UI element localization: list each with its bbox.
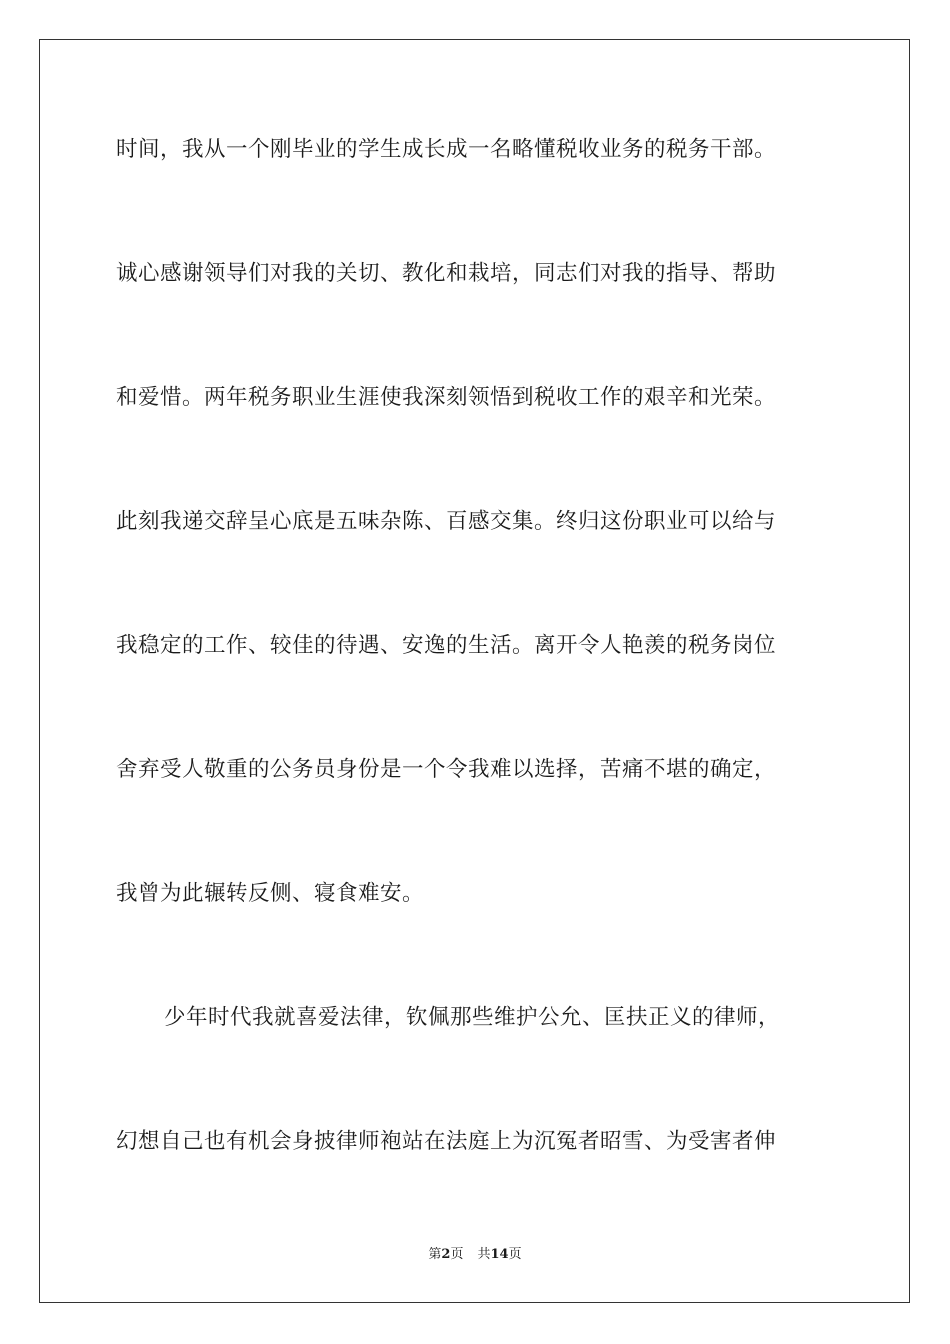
body-text-line: 时间，我从一个刚毕业的学生成长成一名略懂税收业务的税务干部。 [116, 137, 777, 162]
body-text-line: 我曾为此辗转反侧、寝食难安。 [116, 881, 425, 906]
page-number: 第2页 [428, 1247, 464, 1262]
body-text-line: 和爱惜。两年税务职业生涯使我深刻领悟到税收工作的艰辛和光荣。 [116, 385, 777, 410]
body-text-line: 诚心感谢领导们对我的关切、教化和栽培，同志们对我的指导、帮助 [116, 261, 777, 286]
body-text-line: 幻想自己也有机会身披律师袍站在法庭上为沉冤者昭雪、为受害者伸 [116, 1129, 777, 1154]
body-text-line: 我稳定的工作、较佳的待遇、安逸的生活。离开令人艳羡的税务岗位 [116, 633, 777, 658]
paragraph-first-line: 少年时代我就喜爱法律，钦佩那些维护公允、匡扶正义的律师， [164, 1005, 781, 1030]
body-text-line: 舍弃受人敬重的公务员身份是一个令我难以选择，苦痛不堪的确定， [116, 757, 777, 782]
page-footer [0, 1246, 950, 1264]
page-total: 共14页 [477, 1247, 522, 1262]
body-text-line: 此刻我递交辞呈心底是五味杂陈、百感交集。终归这份职业可以给与 [116, 509, 777, 534]
page-border [39, 39, 910, 1303]
